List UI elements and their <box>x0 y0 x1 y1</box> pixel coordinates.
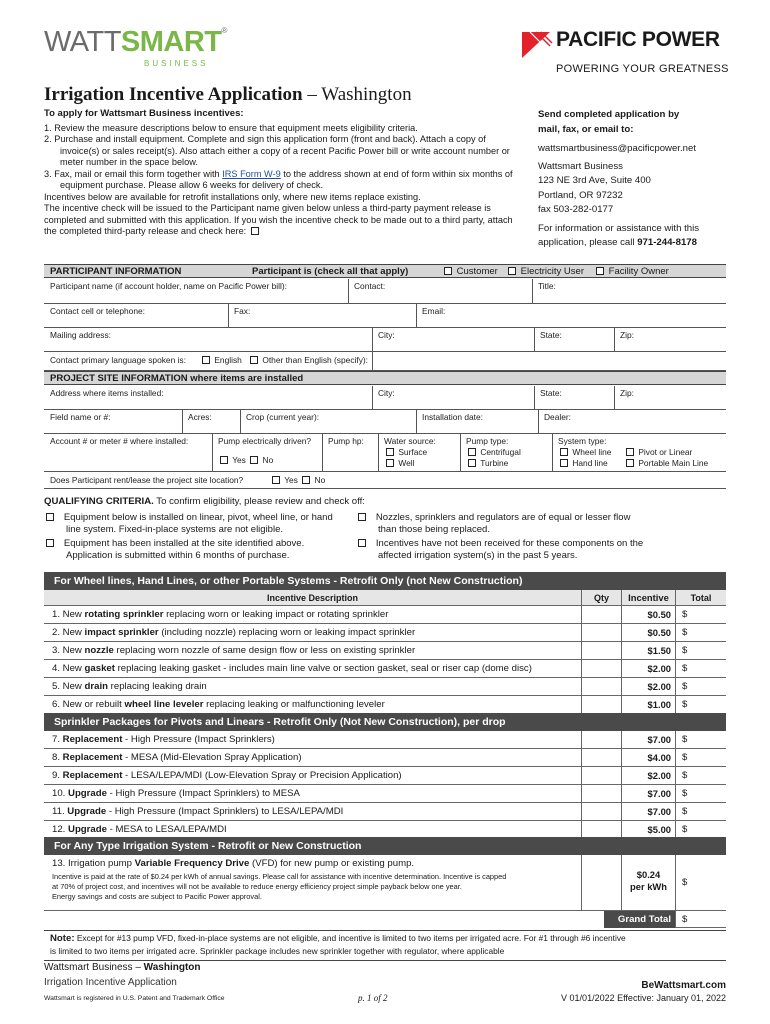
acres-field[interactable]: Acres: <box>188 412 212 422</box>
row-description: 5. New drain replacing leaking drain <box>52 681 207 692</box>
total-7[interactable]: $ <box>675 731 726 748</box>
incentive-amount: $0.50 <box>621 606 675 623</box>
criteria-2-checkbox[interactable] <box>46 539 54 547</box>
qty-input-1[interactable] <box>581 606 621 623</box>
language-row: Contact primary language spoken is: English Other than English (specify): <box>44 352 726 371</box>
field-row <box>44 410 726 434</box>
site-zip-field[interactable]: Zip: <box>620 388 634 398</box>
site-address-row <box>44 386 726 410</box>
row-description: 11. Upgrade - High Pressure (Impact Sprinklers) to LESA/LEPA/MDI <box>52 806 344 817</box>
pump-driven-no-checkbox[interactable] <box>250 456 258 464</box>
total-6[interactable]: $ <box>675 696 726 713</box>
incentive-amount: $0.50 <box>621 624 675 641</box>
qty-input-4[interactable] <box>581 660 621 677</box>
row-description: 12. Upgrade - MESA to LESA/LEPA/MDI <box>52 824 227 835</box>
table-row-2 <box>44 624 726 642</box>
table-row-4 <box>44 660 726 678</box>
qty-input-9[interactable] <box>581 767 621 784</box>
table-row-3 <box>44 642 726 660</box>
intro-step-3: 3. Fax, mail or email this form together with IRS Form W-9 to the address shown at end of form within six months of equipment purchase. Please allow 6 weeks for delivery of check. <box>44 168 513 190</box>
city-field[interactable]: City: <box>378 330 395 340</box>
footer-form-name: Irrigation Incentive Application <box>44 977 177 988</box>
qualifying-criteria-heading: QUALIFYING CRITERIA. To confirm eligibility, please review and check off: <box>44 496 365 507</box>
footer-website[interactable]: BeWattsmart.com <box>641 980 726 991</box>
incentive-amount: $2.00 <box>621 767 675 784</box>
pump-centrifugal-checkbox[interactable] <box>468 448 476 456</box>
total-5[interactable]: $ <box>675 678 726 695</box>
footer-page-number: p. 1 of 2 <box>358 993 388 1003</box>
criteria-1-checkbox[interactable] <box>46 513 54 521</box>
fax-field[interactable]: Fax: <box>234 306 251 316</box>
section-pivot-bar: Sprinkler Packages for Pivots and Linears - Retrofit Only (Not New Construction), per drop <box>44 713 726 731</box>
qty-input-12[interactable] <box>581 821 621 838</box>
qty-input-7[interactable] <box>581 731 621 748</box>
section-any-type-bar: For Any Type Irrigation System - Retrofit or New Construction <box>44 837 726 855</box>
project-site-bar: PROJECT SITE INFORMATION where items are installed <box>44 371 726 385</box>
table-row-5 <box>44 678 726 696</box>
state-field[interactable]: State: <box>540 330 562 340</box>
participant-name-field[interactable]: Participant name (if account holder, name on Pacific Power bill): <box>50 281 287 291</box>
qty-input-10[interactable] <box>581 785 621 802</box>
footer-trademark: Wattsmart is registered in U.S. Patent and Trademark Office <box>44 995 225 1002</box>
english-checkbox[interactable] <box>202 356 210 364</box>
incentive-amount: $1.50 <box>621 642 675 659</box>
site-city-field[interactable]: City: <box>378 388 395 398</box>
zip-field[interactable]: Zip: <box>620 330 634 340</box>
intro-instructions <box>44 108 514 238</box>
grand-total-row: Grand Total $ <box>44 911 726 928</box>
criteria-4-checkbox[interactable] <box>358 539 366 547</box>
row-description: 7. Replacement - High Pressure (Impact Sprinklers) <box>52 734 275 745</box>
row-description: 4. New gasket replacing leaking gasket - includes main line valve or section gasket, seal or riser cap (dome disc) <box>52 663 532 674</box>
rent-no-checkbox[interactable] <box>302 476 310 484</box>
page-title: Irrigation Incentive Application – Washington <box>44 84 412 105</box>
send-email[interactable]: wattsmartbusiness@pacificpower.net <box>538 143 696 154</box>
pump-turbine-checkbox[interactable] <box>468 459 476 467</box>
wattsmart-logo-business: BUSINESS <box>144 59 209 68</box>
qty-input-3[interactable] <box>581 642 621 659</box>
total-11[interactable]: $ <box>675 803 726 820</box>
wattsmart-logo: WATTSMART® BUSINESS <box>44 26 228 68</box>
pump-driven-yes-checkbox[interactable] <box>220 456 228 464</box>
table-row-10 <box>44 785 726 803</box>
table-row-1 <box>44 606 726 624</box>
account-meter-field[interactable]: Account # or meter # where installed: <box>50 436 189 446</box>
table-row-7 <box>44 731 726 749</box>
criteria-3-checkbox[interactable] <box>358 513 366 521</box>
qty-input-5[interactable] <box>581 678 621 695</box>
assist-phone[interactable]: 971-244-8178 <box>637 237 697 248</box>
grand-total-value[interactable]: $ <box>675 911 726 928</box>
row-description: 2. New impact sprinkler (including nozzle) replacing worn or leaking impact sprinkler <box>52 627 416 638</box>
table-row-9 <box>44 767 726 785</box>
pacific-power-mark-icon <box>520 30 556 60</box>
participant-section <box>44 264 726 278</box>
total-13[interactable]: $ <box>675 855 726 910</box>
incentive-amount: $7.00 <box>621 785 675 802</box>
water-well-checkbox[interactable] <box>386 459 394 467</box>
participant-bar: PARTICIPANT INFORMATION Participant is (check all that apply) Customer Electricity User Facility Owner <box>44 264 726 278</box>
intro-third-party: The incentive check will be issued to the Participant name given below unless a third-party payment release is completed and submitted with this application. If you wish the incentive check to be made out to a third party, attach the completed third-party release and check here: <box>44 203 513 236</box>
electricity-user-checkbox[interactable] <box>508 267 516 275</box>
other-language-checkbox[interactable] <box>250 356 258 364</box>
system-wheel-line-checkbox[interactable] <box>560 448 568 456</box>
irs-form-w9-link[interactable]: IRS Form W-9 <box>222 168 281 179</box>
water-surface-checkbox[interactable] <box>386 448 394 456</box>
table-row-13: 13. Irrigation pump Variable Frequency Drive (VFD) for new pump or existing pump. Incentive is paid at the rate of $0.24 per kWh of annual savings. Please call for assistance with incentive determination. Incentive is capped at 70% of project cost, and incentives will not be available to reduce energy efficiency project simple payback below one year. Energy savings and costs are subject to Pacific Power approval. $0.24 per kWh $ <box>44 855 726 911</box>
incentive-amount: $1.00 <box>621 696 675 713</box>
row-description: 6. New or rebuilt wheel line leveler replacing leaking or malfunctioning leveler <box>52 699 385 710</box>
send-application-info: Send completed application by mail, fax, or email to: wattsmartbusiness@pacificpower.net Wattsmart Business 123 NE 3rd Ave, Suite 400 Portland, OR 97232 fax 503-282-0177 For information or assistance with this application, please call 971-244-8178 <box>538 108 738 251</box>
site-address-field[interactable]: Address where items installed: <box>50 388 164 398</box>
incentive-amount: $7.00 <box>621 731 675 748</box>
total-3[interactable]: $ <box>675 642 726 659</box>
section-portable-bar: For Wheel lines, Hand Lines, or other Portable Systems - Retrofit Only (not New Construction) <box>44 572 726 590</box>
incentive-amount: $7.00 <box>621 803 675 820</box>
intro-retrofit-note: Incentives below are available for retrofit installations only, where new items replace existing. <box>44 191 421 202</box>
intro-step-1: 1. Review the measure descriptions below to ensure that equipment meets eligibility criteria. <box>44 122 418 133</box>
rent-row: Does Participant rent/lease the project site location? Yes No <box>44 472 726 489</box>
footer-version: V 01/01/2022 Effective: January 01, 2022 <box>561 993 726 1003</box>
system-pivot-linear-checkbox[interactable] <box>626 448 634 456</box>
pump-row: Account # or meter # where installed: Pump electrically driven? Yes No Pump hp: Water source: Surface Well Pump type: Centrifugal Turbine System type: Wheel line Pivot or Linear Hand line Portable Main Line <box>44 434 726 472</box>
row-description: 1. New rotating sprinkler replacing worn or leaking impact or rotating sprinkler <box>52 609 389 620</box>
installation-date-field[interactable]: Installation date: <box>422 412 483 422</box>
table-row-6 <box>44 696 726 714</box>
crop-field[interactable]: Crop (current year): <box>246 412 320 422</box>
table-row-11 <box>44 803 726 821</box>
qty-input-6[interactable] <box>581 696 621 713</box>
participant-name-row <box>44 279 726 304</box>
intro-heading: To apply for Wattsmart Business incentives: <box>44 108 244 119</box>
title-field[interactable]: Title: <box>538 281 556 291</box>
participant-contact-row <box>44 304 726 328</box>
customer-checkbox[interactable] <box>444 267 452 275</box>
intro-step-2: 2. Purchase and install equipment. Complete and sign this application form (front and back). Attach a copy of invoice(s) or sales receipt(s). Also attach either a copy of a recent Pacific Power bill or write account number or meter number in the space below. <box>44 134 510 167</box>
rent-yes-checkbox[interactable] <box>272 476 280 484</box>
pacific-power-name: PACIFIC POWER <box>556 28 720 51</box>
cell-phone-field[interactable]: Contact cell or telephone: <box>50 306 145 316</box>
table-header-row: Incentive Description Qty Incentive Total <box>44 590 726 606</box>
qty-input-11[interactable] <box>581 803 621 820</box>
dealer-field[interactable]: Dealer: <box>544 412 571 422</box>
incentive-amount: $2.00 <box>621 678 675 695</box>
email-field[interactable]: Email: <box>422 306 446 316</box>
pacific-power-logo <box>520 28 730 76</box>
intro-steps <box>44 123 514 192</box>
total-4[interactable]: $ <box>675 660 726 677</box>
facility-owner-checkbox[interactable] <box>596 267 604 275</box>
qty-input-2[interactable] <box>581 624 621 641</box>
incentive-amount: $5.00 <box>621 821 675 838</box>
table-row-8 <box>44 749 726 767</box>
mailing-address-field[interactable]: Mailing address: <box>50 330 111 340</box>
contact-field[interactable]: Contact: <box>354 281 386 291</box>
criteria-right: Nozzles, sprinklers and regulators are of equal or lesser flow than those being replaced. Incentives have not been received for these components on the affected irrigation system(s) in the past 5 years. <box>356 512 646 562</box>
system-portable-main-checkbox[interactable] <box>626 459 634 467</box>
row-description: 9. Replacement - LESA/LEPA/MDI (Low-Elevation Spray or Precision Application) <box>52 770 402 781</box>
total-1[interactable]: $ <box>675 606 726 623</box>
row-description: 10. Upgrade - High Pressure (Impact Sprinklers) to MESA <box>52 788 300 799</box>
incentive-amount: $4.00 <box>621 749 675 766</box>
total-8[interactable]: $ <box>675 749 726 766</box>
field-name-field[interactable]: Field name or #: <box>50 412 111 422</box>
pump-hp-field[interactable]: Pump hp: <box>328 436 364 446</box>
third-party-checkbox[interactable] <box>251 227 259 235</box>
row-description: 3. New nozzle replacing worn nozzle of same design flow or less on existing sprinkler <box>52 645 416 656</box>
participant-address-row <box>44 328 726 352</box>
total-12[interactable]: $ <box>675 821 726 838</box>
qty-input-8[interactable] <box>581 749 621 766</box>
qty-input-13[interactable] <box>581 855 621 910</box>
row-description: 8. Replacement - MESA (Mid-Elevation Spray Application) <box>52 752 302 763</box>
criteria-left: Equipment below is installed on linear, pivot, wheel line, or hand line system. Fixed-in-place systems are not eligible. Equipment has been installed at the site identified above. Application is submitted within 6 months of purchase. <box>44 512 344 562</box>
pacific-power-tagline: POWERING YOUR GREATNESS <box>556 63 729 75</box>
footer-program: Wattsmart Business – Washington <box>44 962 201 973</box>
total-2[interactable]: $ <box>675 624 726 641</box>
note-box: Note: Except for #13 pump VFD, fixed-in-place systems are not eligible, and incentive is limited to two items per irrigated acre. For #1 through #6 incentive is limited to two items per irrigated acre. Sprinkler package includes new sprinkler together with regulator, where applicable <box>44 930 726 961</box>
system-hand-line-checkbox[interactable] <box>560 459 568 467</box>
site-state-field[interactable]: State: <box>540 388 562 398</box>
total-9[interactable]: $ <box>675 767 726 784</box>
incentive-amount: $2.00 <box>621 660 675 677</box>
total-10[interactable]: $ <box>675 785 726 802</box>
